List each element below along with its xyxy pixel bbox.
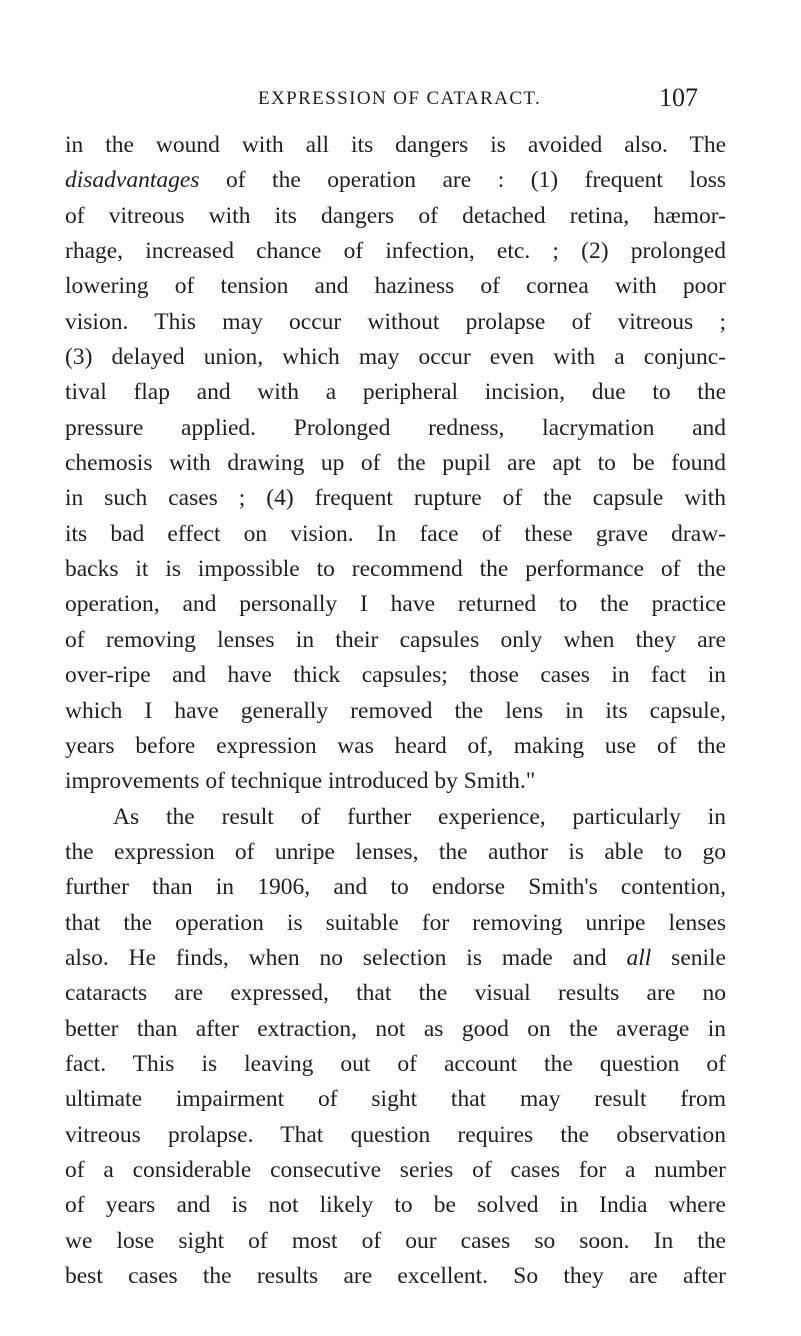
text-segment: of removing lenses in their capsules only when they are <box>65 626 726 653</box>
text-line <box>65 729 726 764</box>
text-line <box>65 375 726 410</box>
text-line <box>65 552 726 587</box>
text-segment: better than after extraction, not as good on the average in <box>65 1015 726 1042</box>
text-line <box>65 906 726 941</box>
text-line <box>65 870 726 905</box>
text-segment: tival flap and with a peripheral incision, due to the <box>65 379 726 406</box>
text-line <box>65 411 726 446</box>
text-segment: of years and is not likely to be solved in India where <box>65 1192 726 1219</box>
text-line <box>65 1047 726 1082</box>
text-line <box>65 1259 726 1294</box>
text-segment: which I have generally removed the lens in its capsule, <box>65 697 726 724</box>
running-head <box>0 83 801 118</box>
text-segment: of a considerable consecutive series of cases for a number <box>65 1156 726 1183</box>
text-line <box>65 1012 726 1047</box>
text-segment: we lose sight of most of our cases so soon. In the <box>65 1227 726 1254</box>
text-segment: rhage, increased chance of infection, etc. ; (2) prolonged <box>65 238 726 265</box>
text-segment: further than in 1906, and to endorse Smith's contention, <box>65 874 726 901</box>
text-line <box>65 694 726 729</box>
running-title: EXPRESSION OF CATARACT. <box>258 88 542 109</box>
text-segment: pressure applied. Prolonged redness, lacrymation and <box>65 414 726 441</box>
text-line <box>65 1224 726 1259</box>
text-line <box>65 587 726 622</box>
text-segment: in the wound with all its dangers is avoided also. The <box>65 132 726 158</box>
italic-text: all <box>626 944 652 971</box>
text-segment: senile <box>651 944 726 971</box>
text-segment: of vitreous with its dangers of detached retina, hæmor- <box>65 202 726 229</box>
text-segment: years before expression was heard of, making use of the <box>65 732 726 759</box>
text-line <box>65 1118 726 1153</box>
text-segment: vision. This may occur without prolapse of vitreous ; <box>65 308 726 335</box>
italic-text: disadvantages <box>65 167 200 194</box>
text-line <box>65 658 726 693</box>
text-segment: the expression of unripe lenses, the author is able to go <box>65 838 726 865</box>
text-line <box>65 340 726 375</box>
text-segment: As the result of further experience, particularly in <box>113 803 726 830</box>
text-line <box>65 305 726 340</box>
text-segment: ultimate impairment of sight that may result from <box>65 1086 726 1113</box>
text-segment: (3) delayed union, which may occur even with a conjunc- <box>65 344 726 371</box>
text-segment: cataracts are expressed, that the visual results are no <box>65 980 726 1007</box>
text-segment: chemosis with drawing up of the pupil are apt to be found <box>65 450 726 477</box>
body-text <box>65 128 726 1294</box>
text-segment: also. He finds, when no selection is made and <box>65 944 627 971</box>
text-line <box>65 764 726 799</box>
text-line <box>65 976 726 1011</box>
text-line <box>65 269 726 304</box>
text-line <box>65 199 726 234</box>
text-line <box>65 835 726 870</box>
text-segment: its bad effect on vision. In face of these grave draw- <box>65 520 726 547</box>
text-line <box>65 163 726 198</box>
text-segment: vitreous prolapse. That question requires the observation <box>65 1121 726 1148</box>
text-segment: that the operation is suitable for removing unripe lenses <box>65 909 726 936</box>
text-line <box>65 1188 726 1223</box>
text-segment: backs it is impossible to recommend the performance of the <box>65 556 726 583</box>
text-segment: over-ripe and have thick capsules; those cases in fact in <box>65 662 726 689</box>
text-segment: best cases the results are excellent. So they are after <box>65 1263 726 1289</box>
text-line <box>65 446 726 481</box>
text-line <box>65 941 726 976</box>
text-line <box>65 234 726 269</box>
text-line <box>65 623 726 658</box>
text-segment: operation, and personally I have returned to the practice <box>65 591 726 618</box>
page-number: 107 <box>659 83 698 112</box>
text-segment: of the operation are : (1) frequent loss <box>199 167 726 194</box>
text-segment: improvements of technique introduced by Smith." <box>65 768 536 795</box>
text-line <box>65 481 726 516</box>
text-segment: fact. This is leaving out of account the question of <box>65 1050 726 1077</box>
text-segment: in such cases ; (4) frequent rupture of the capsule with <box>65 485 726 512</box>
text-line <box>65 800 726 835</box>
text-line <box>65 1082 726 1117</box>
text-line <box>65 517 726 552</box>
text-segment: lowering of tension and haziness of cornea with poor <box>65 273 726 300</box>
text-line <box>65 1153 726 1188</box>
text-line <box>65 128 726 163</box>
